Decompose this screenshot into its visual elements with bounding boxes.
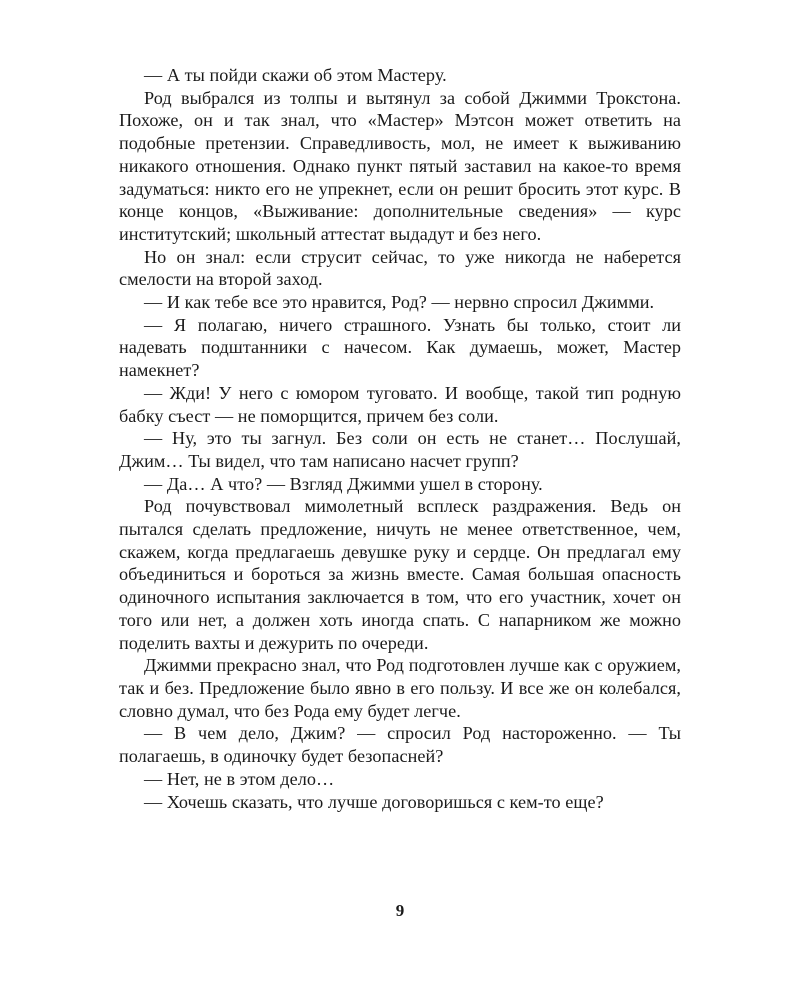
paragraph: — Хочешь сказать, что лучше договоришься с кем-то еще? (144, 791, 604, 812)
paragraph: — Ну, это ты загнул. Без соли он есть не станет… Послушай, Джим… Ты видел, что там написано насчет групп? (119, 428, 681, 471)
paragraph: — В чем дело, Джим? — спросил Род настороженно. — Ты полагаешь, в одиночку будет безопасней? (119, 723, 681, 767)
paragraph: Джимми прекрасно знал, что Род подготовлен лучше как с оружием, так и без. Предложение было явно в его пользу. И все же он колебался, словно думал, что без Рода ему будет легче. (119, 655, 681, 721)
paragraph: — Я полагаю, ничего страшного. Узнать бы только, стоит ли надевать подштанники с начесом. Как думаешь, может, Мастер намекнет? (119, 314, 681, 381)
paragraph: Но он знал: если струсит сейчас, то уже никогда не наберется смелости на второй заход. (119, 246, 681, 290)
page-number: 9 (395, 901, 405, 920)
paragraph: — И как тебе все это нравится, Род? — нервно спросил Джимми. (144, 292, 655, 313)
paragraph: Род почувствовал мимолетный всплеск раздражения. Ведь он пытался сделать предложение, ничуть не менее ответственное, чем, скажем, когда предлагаешь девушке руку и сердце. Он предлагал ему объединиться и бороться за жизнь вместе. Самая большая опасность одиночного испытания заключается в том, что его участник, хочет он того или нет, а должен хоть иногда спать. С напарником же можно поделить вахты и дежурить по очереди. (119, 496, 681, 653)
paragraph: — А ты пойди скажи об этом Мастеру. (144, 65, 447, 85)
paragraph: — Нет, не в этом дело… (144, 768, 335, 789)
paragraph: Род выбрался из толпы и вытянул за собой Джимми Трокстона. Похоже, он и так знал, что «Мастер» Мэтсон может ответить на подобные претензии. Справедливость, мол, не имеет к выживанию никакого отношения. Однако пункт пятый заставил на какое-то время задуматься: никто его не упрекнет, если он решит бросить этот курс. В конце концов, «Выживание: дополнительные сведения» — курс институтский; школьный аттестат выдадут и без него. (119, 87, 681, 244)
paragraph: — Жди! У него с юмором туговато. И вообще, такой тип родную бабку съест — не поморщится, причем без соли. (119, 382, 681, 426)
paragraph: — Да… А что? — Взгляд Джимми ушел в сторону. (144, 473, 543, 494)
body-text (119, 64, 681, 813)
